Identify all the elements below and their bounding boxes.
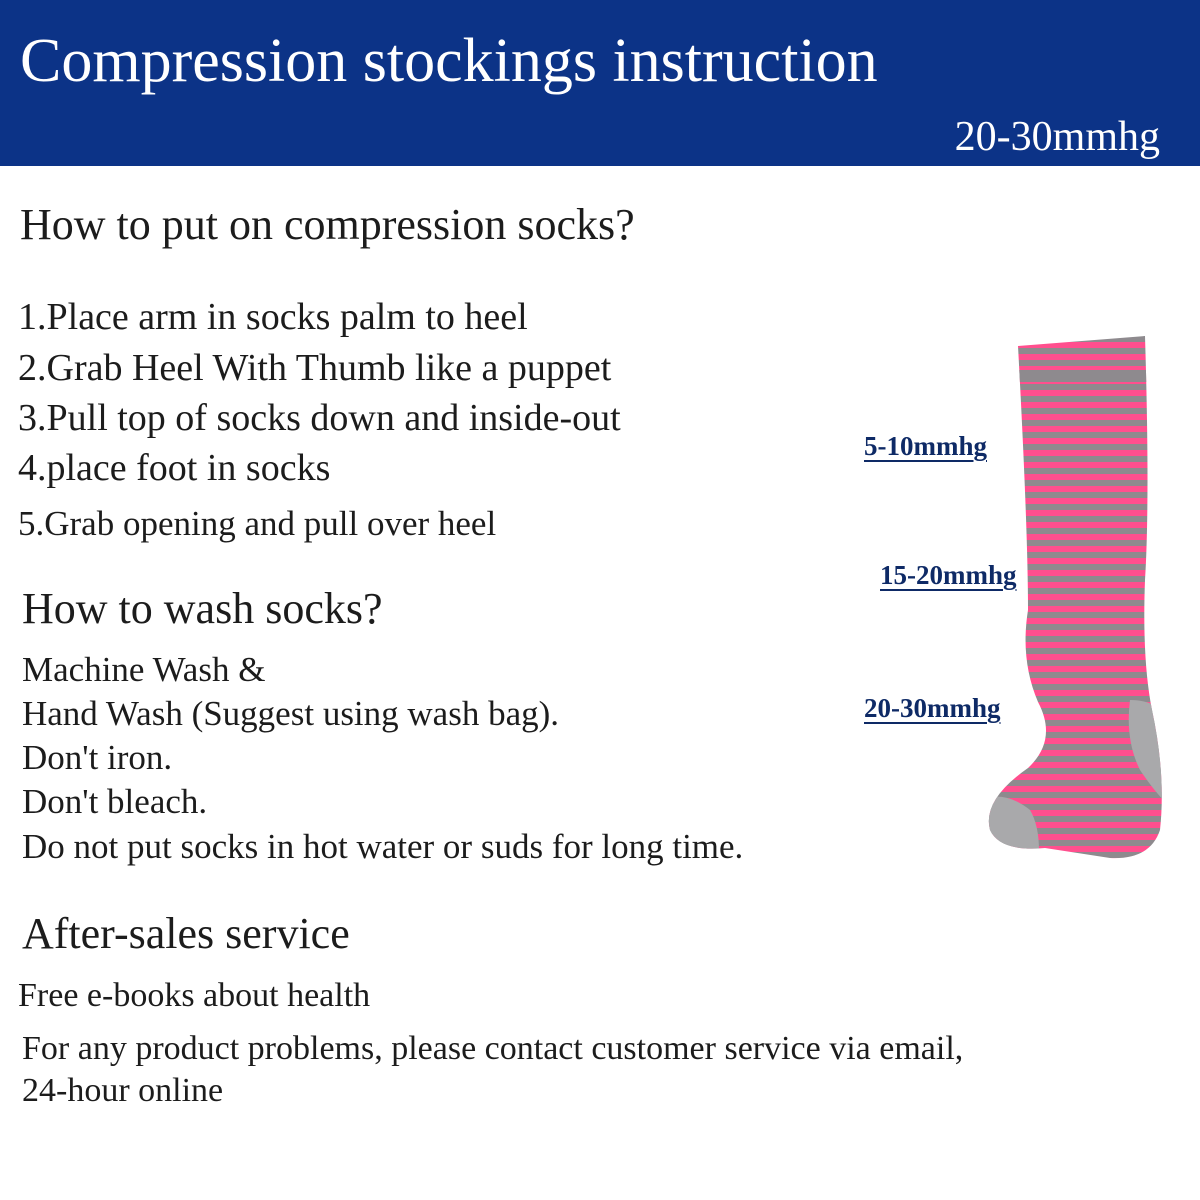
pressure-label: 5-10mmhg (864, 431, 987, 461)
pressure-label: 15-20mmhg (880, 560, 1017, 590)
pressure-rating: 20-30mmhg (954, 114, 1160, 160)
wash-line: Don't iron. (22, 738, 173, 777)
wash-line: Hand Wash (Suggest using wash bag). (22, 694, 560, 733)
pressure-label: 20-30mmhg (864, 693, 1001, 723)
after-sales-heading: After-sales service (22, 909, 350, 958)
put-on-step: 2.Grab Heel With Thumb like a puppet (18, 347, 612, 389)
wash-line: Machine Wash & (22, 650, 266, 689)
put-on-step: 5.Grab opening and pull over heel (18, 504, 497, 543)
after-sales-line: 24-hour online (22, 1072, 224, 1109)
put-on-step: 1.Place arm in socks palm to heel (18, 296, 528, 338)
after-sales-line: Free e-books about health (18, 977, 371, 1014)
wash-heading: How to wash socks? (22, 584, 383, 633)
header-banner (0, 0, 1200, 166)
put-on-step: 4.place foot in socks (18, 447, 331, 489)
after-sales-line: For any product problems, please contact customer service via email, (22, 1030, 964, 1067)
wash-line: Do not put socks in hot water or suds for long time. (22, 827, 744, 866)
page-title: Compression stockings instruction (20, 27, 878, 95)
wash-line: Don't bleach. (22, 782, 208, 821)
put-on-step: 3.Pull top of socks down and inside-out (18, 397, 621, 439)
put-on-heading: How to put on compression socks? (20, 200, 635, 249)
sock-illustration (860, 330, 1200, 870)
